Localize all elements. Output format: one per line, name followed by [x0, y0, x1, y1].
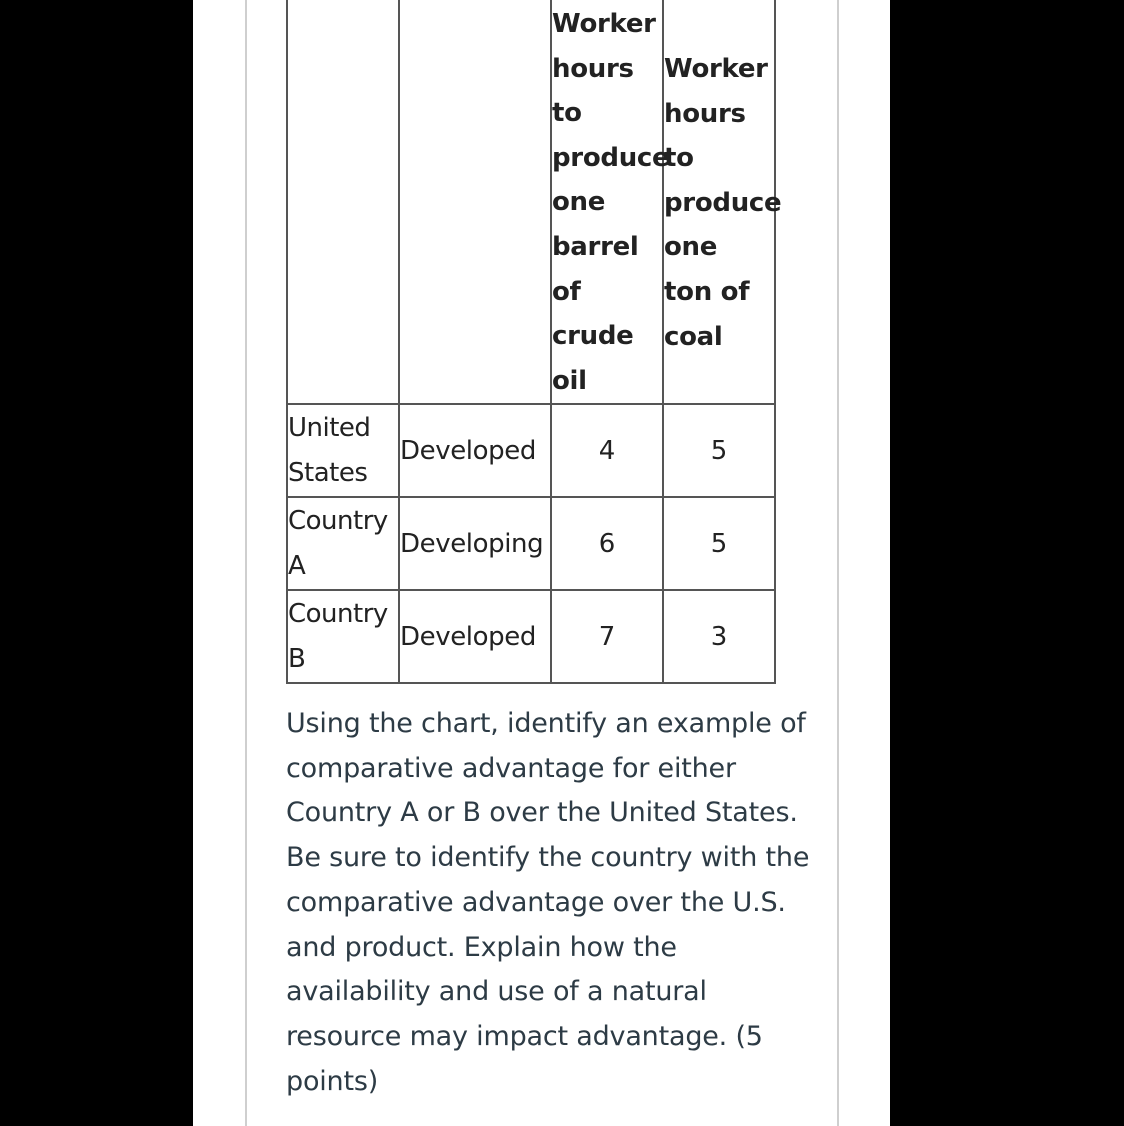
- cell-status: Developed: [400, 403, 552, 496]
- header-cell-oil: [552, 0, 670, 403]
- header-cell-status: [400, 0, 552, 403]
- cell-status: Developed: [400, 589, 552, 682]
- header-cell-country: [288, 0, 400, 403]
- cell-country: Country B: [288, 589, 400, 682]
- table-row: [288, 496, 776, 589]
- cell-oil-hours: 6: [552, 496, 664, 589]
- table-row: [288, 403, 776, 496]
- header-oil-label: Worker hours to produce one barrel of crude oil: [552, 9, 670, 396]
- cell-coal-hours: 3: [664, 589, 776, 682]
- cell-oil-hours: 7: [552, 589, 664, 682]
- cell-coal-hours: 5: [664, 496, 776, 589]
- question-text: Using the chart, identify an example of comparative advantage for either Country A or B over the United States. Be sure to identify the country with the comparative advantage over the U.S. and product. Explain how the availability and use of a natural resource may impact advantage. (5 points): [286, 708, 810, 1097]
- header-cell-coal: [664, 0, 782, 403]
- table-header-row: [288, 0, 776, 403]
- table-row: [288, 589, 776, 682]
- cell-oil-hours: 4: [552, 403, 664, 496]
- content-area: [193, 0, 890, 1126]
- data-table: [286, 0, 782, 684]
- header-coal-text: Worker hours to produce one ton of coal: [664, 54, 782, 352]
- cell-coal-hours: 5: [664, 403, 776, 496]
- question-card: [245, 0, 839, 1126]
- header-coal-label: [664, 47, 782, 359]
- cell-country: Country A: [288, 496, 400, 589]
- cell-country: United States: [288, 403, 400, 496]
- cell-status: Developing: [400, 496, 552, 589]
